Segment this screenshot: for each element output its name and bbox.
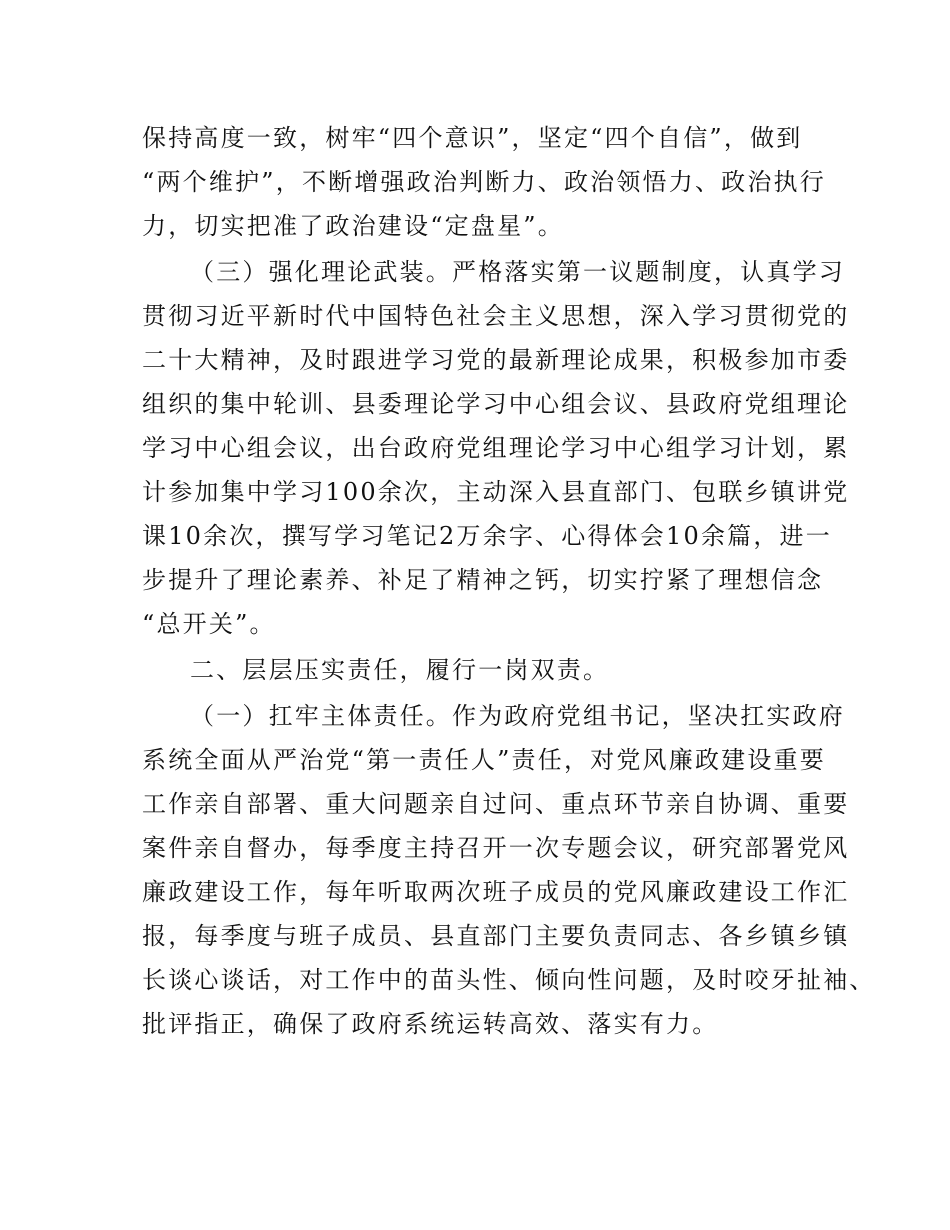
paragraph-heading-line: （一）扛牢主体责任。作为政府党组书记，坚决扛实政府	[190, 702, 845, 730]
text-line: 计参加集中学习100余次，主动深入县直部门、包联乡镇讲党	[142, 478, 850, 506]
text-line: 系统全面从严治党“第一责任人”责任，对党风廉政建设重要	[142, 746, 826, 774]
section-heading: 二、层层压实责任，履行一岗双责。	[190, 656, 610, 684]
text-line: “总开关”。	[142, 610, 276, 638]
text-line: 力，切实把准了政治建设“定盘星”。	[142, 212, 564, 240]
text-line: “两个维护”，不断增强政治判断力、政治领悟力、政治执行	[142, 168, 826, 196]
text-line: 案件亲自督办，每季度主持召开一次专题会议，研究部署党风	[142, 834, 850, 862]
paragraph-heading-line: （三）强化理论武装。严格落实第一议题制度，认真学习	[190, 258, 845, 286]
text-line: 学习中心组会议，出台政府党组理论学习中心组学习计划，累	[142, 434, 850, 462]
text-line: 课10余次，撰写学习笔记2万余字、心得体会10余篇，进一	[142, 522, 832, 550]
text-line: 二十大精神，及时跟进学习党的最新理论成果，积极参加市委	[142, 346, 850, 374]
text-line: 批评指正，确保了政府系统运转高效、落实有力。	[142, 1010, 719, 1038]
text-line: 报，每季度与班子成员、县直部门主要负责同志、各乡镇乡镇	[142, 922, 850, 950]
text-line: 贯彻习近平新时代中国特色社会主义思想，深入学习贯彻党的	[142, 302, 850, 330]
text-line: 步提升了理论素养、补足了精神之钙，切实拧紧了理想信念	[142, 566, 824, 594]
text-line: 长谈心谈话，对工作中的苗头性、倾向性问题，及时咬牙扯袖、	[142, 966, 876, 994]
text-line: 工作亲自部署、重大问题亲自过问、重点环节亲自协调、重要	[142, 790, 850, 818]
text-line: 廉政建设工作，每年听取两次班子成员的党风廉政建设工作汇	[142, 878, 850, 906]
text-line: 组织的集中轮训、县委理论学习中心组会议、县政府党组理论	[142, 390, 850, 418]
text-line: 保持高度一致，树牢“四个意识”，坚定“四个自信”，做到	[142, 124, 803, 152]
